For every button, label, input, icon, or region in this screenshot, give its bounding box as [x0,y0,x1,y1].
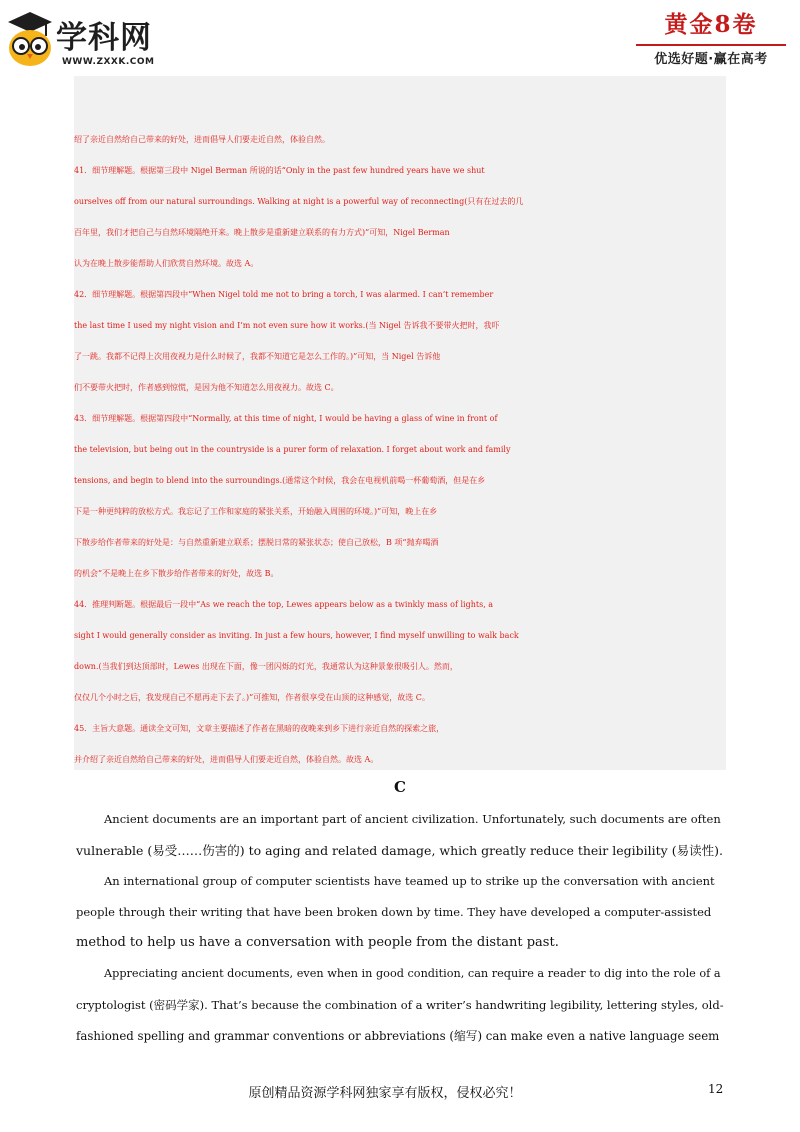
answer-line: 41．细节理解题。根据第三段中 Nigel Berman 所说的话“Only in the past few hundred years have we shut [74,166,485,175]
passage-line: fashioned spelling and grammar conventions or abbreviations (缩写) can make even a native language seem [76,1029,720,1043]
answer-line: 了一跳。我都不记得上次用夜视力是什么时候了，我都不知道它是怎么工作的。)”可知，当 Nigel 告诉他 [74,352,441,361]
zxxk-logo[interactable] [6,10,226,72]
passage-line: Ancient documents are an important part of ancient civilization. Unfortunately, such documents are often [104,812,721,826]
answer-explanations [74,76,726,770]
answer-line: 的机会”不是晚上在乡下散步给作者带来的好处，故选 B。 [74,569,279,578]
passage-line: method to help us have a conversation with people from the distant past. [76,935,559,950]
answer-line: down.(当我们到达顶部时，Lewes 出现在下面，像一团闪烁的灯光，我通常认为这种景象很吸引人。然而， [74,662,458,671]
answer-line: 42．细节理解题。根据第四段中“When Nigel told me not to bring a torch, I was alarmed. I can’t remember [74,290,494,299]
answer-line: 仅仅几个小时之后，我发现自己不愿再走下去了。)”可推知，作者很享受在山顶的这种感觉，故选 C。 [74,693,430,702]
answer-line: 绍了亲近自然给自己带来的好处，进而倡导人们要走近自然，体验自然。 [74,135,330,144]
answer-line: 43．细节理解题。根据第四段中“Normally, at this time of night, I would be having a glass of wine in front of [74,414,498,423]
page-header [0,0,800,78]
answer-line: the television, but being out in the countryside is a purer form of relaxation. I forget about work and family [74,445,511,454]
answer-line: 44．推理判断题。根据最后一段中“As we reach the top, Lewes appears below as a twinkly mass of lights, a [74,600,494,609]
logo-url: WWW.ZXXK.COM [62,57,155,67]
brand-title: 黄金8卷 [664,11,758,38]
answer-line: 下散步给作者带来的好处是：与自然重新建立联系；摆脱日常的紧张状态；使自己放松，B 项“抛弃喝酒 [74,538,439,547]
answer-line: the last time I used my night vision and I’m not even sure how it works.(当 Nigel 告诉我不要带火把时，我吓 [74,321,500,330]
owl-mascot-icon [6,10,54,68]
passage-line: people through their writing that have been broken down by time. They have developed a computer-assisted [76,905,712,919]
logo-text: 学科网 [56,20,152,56]
answer-line: 下是一种更纯粹的放松方式。我忘记了工作和家庭的紧张关系，开始融入周围的环境。)”可知，晚上在乡 [74,507,438,516]
passage-line: vulnerable (易受……伤害的) to aging and related damage, which greatly reduce their legibility (易读性). [76,843,723,858]
answer-line: 们不要带火把时，作者感到惊慌，是因为他不知道怎么用夜视力。故选 C。 [74,383,339,392]
copyright-footer: 原创精品资源学科网独家享有版权，侵权必究！ [248,1086,522,1101]
passage-line: An international group of computer scientists have teamed up to strike up the conversation with ancient [104,874,715,888]
answer-line: 45．主旨大意题。通读全文可知，文章主要描述了作者在黑暗的夜晚来到乡下进行亲近自然的探索之旅， [74,724,445,733]
answer-line: 认为在晚上散步能帮助人们欣赏自然环境。故选 A。 [74,259,259,268]
section-title: C [394,778,406,796]
passage-line: cryptologist (密码学家). That’s because the combination of a writer’s handwriting legibility, lettering styles, old- [76,998,724,1012]
answer-line: sight I would generally consider as inviting. In just a few hours, however, I find myself unwilling to walk back [74,631,519,640]
series-brand [636,10,786,76]
answer-line: 并介绍了亲近自然给自己带来的好处，进而倡导人们要走近自然，体验自然。故选 A。 [74,755,379,764]
answer-line: tensions, and begin to blend into the surroundings.(通常这个时候，我会在电视机前喝一杯葡萄酒，但是在乡 [74,476,486,485]
brand-slogan: 优选好题·赢在高考 [654,52,768,67]
passage-line: Appreciating ancient documents, even when in good condition, can require a reader to dig into the role of a [104,967,721,980]
page-number: 12 [708,1082,724,1096]
answer-line: ourselves off from our natural surroundings. Walking at night is a powerful way of reconnecting(只有在过去的几 [74,197,524,206]
answer-line: 百年里，我们才把自己与自然环境隔绝开来。晚上散步是重新建立联系的有力方式)”可知，Nigel Berman [74,228,450,237]
brand-divider [636,44,786,46]
